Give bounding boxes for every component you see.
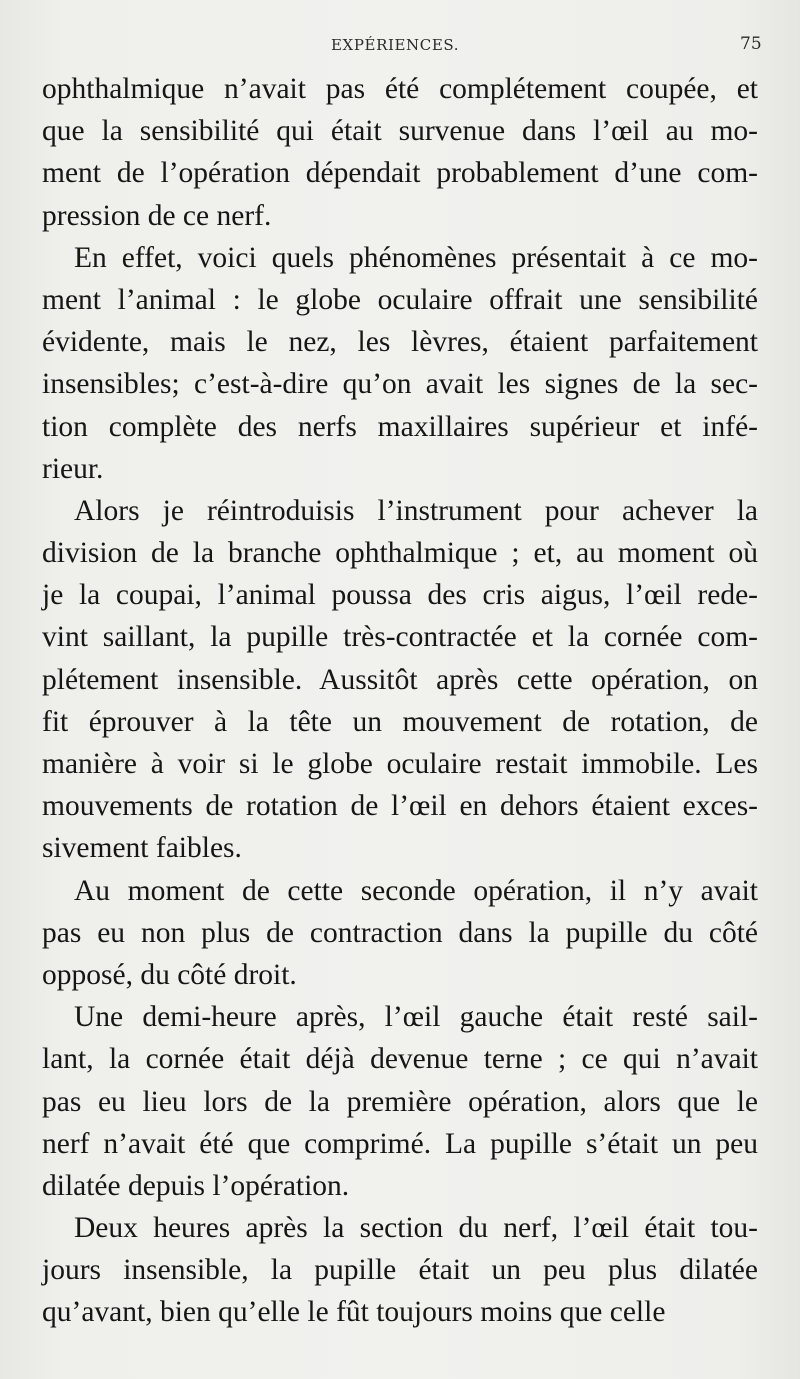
- text-line: ment de l’opération dépendait probablement d’une com-: [42, 157, 758, 190]
- text-line: Une demi-heure après, l’œil gauche était resté sail-: [74, 1001, 758, 1034]
- body-text: [42, 68, 758, 1334]
- text-line: ment l’animal : le globe oculaire offrait une sensibilité: [42, 283, 758, 316]
- paragraph: [42, 490, 758, 870]
- text-line: évidente, mais le nez, les lèvres, étaient parfaitement: [42, 326, 758, 359]
- text-line: que la sensibilité qui était survenue dans l’œil au mo-: [42, 115, 758, 148]
- text-line: Deux heures après la section du nerf, l’œil était tou-: [74, 1212, 758, 1245]
- text-line: rieur.: [42, 452, 104, 485]
- running-title: EXPÉRIENCES.: [331, 36, 460, 54]
- text-line: dilatée depuis l’opération.: [42, 1169, 350, 1202]
- text-line: ophthalmique n’avait pas été complétement coupée, et: [42, 73, 758, 105]
- text-line: pression de ce nerf.: [42, 199, 272, 232]
- text-line: plétement insensible. Aussitôt après cette opération, on: [42, 663, 758, 696]
- paragraph: [42, 68, 758, 237]
- text-line: insensibles; c’est-à-dire qu’on avait les signes de la sec-: [42, 368, 758, 401]
- text-line: mouvements de rotation de l’œil en dehors étaient exces-: [42, 790, 758, 823]
- text-line: qu’avant, bien qu’elle le fût toujours moins que celle: [42, 1296, 666, 1329]
- paragraph: [42, 1207, 758, 1334]
- text-line: opposé, du côté droit.: [42, 958, 297, 991]
- text-line: manière à voir si le globe oculaire restait immobile. Les: [42, 748, 758, 780]
- text-line: fit éprouver à la tête un mouvement de rotation, de: [42, 705, 758, 738]
- text-line: En effet, voici quels phénomènes présentait à ce mo-: [74, 241, 758, 274]
- text-line: Au moment de cette seconde opération, il n’y avait: [74, 874, 758, 907]
- text-line: lant, la cornée était déjà devenue terne ; ce qui n’avait: [42, 1043, 758, 1076]
- text-line: pas eu non plus de contraction dans la pupille du côté: [42, 916, 758, 949]
- text-line: tion complète des nerfs maxillaires supérieur et infé-: [42, 410, 758, 443]
- text-line: jours insensible, la pupille était un peu plus dilatée: [42, 1254, 758, 1287]
- paragraph: [42, 996, 758, 1207]
- text-line: sivement faibles.: [42, 832, 242, 865]
- paragraph: [42, 870, 758, 997]
- paragraph: [42, 237, 758, 490]
- text-line: je la coupai, l’animal poussa des cris aigus, l’œil rede-: [42, 579, 758, 612]
- page-number: 75: [740, 34, 762, 54]
- text-line: vint saillant, la pupille très-contractée et la cornée com-: [42, 621, 758, 654]
- page-header: [0, 34, 800, 56]
- text-line: pas eu lieu lors de la première opération, alors que le: [42, 1085, 758, 1118]
- text-line: division de la branche ophthalmique ; et, au moment où: [42, 537, 758, 570]
- text-line: Alors je réintroduisis l’instrument pour achever la: [74, 494, 758, 527]
- text-line: nerf n’avait été que comprimé. La pupille s’était un peu: [42, 1127, 758, 1160]
